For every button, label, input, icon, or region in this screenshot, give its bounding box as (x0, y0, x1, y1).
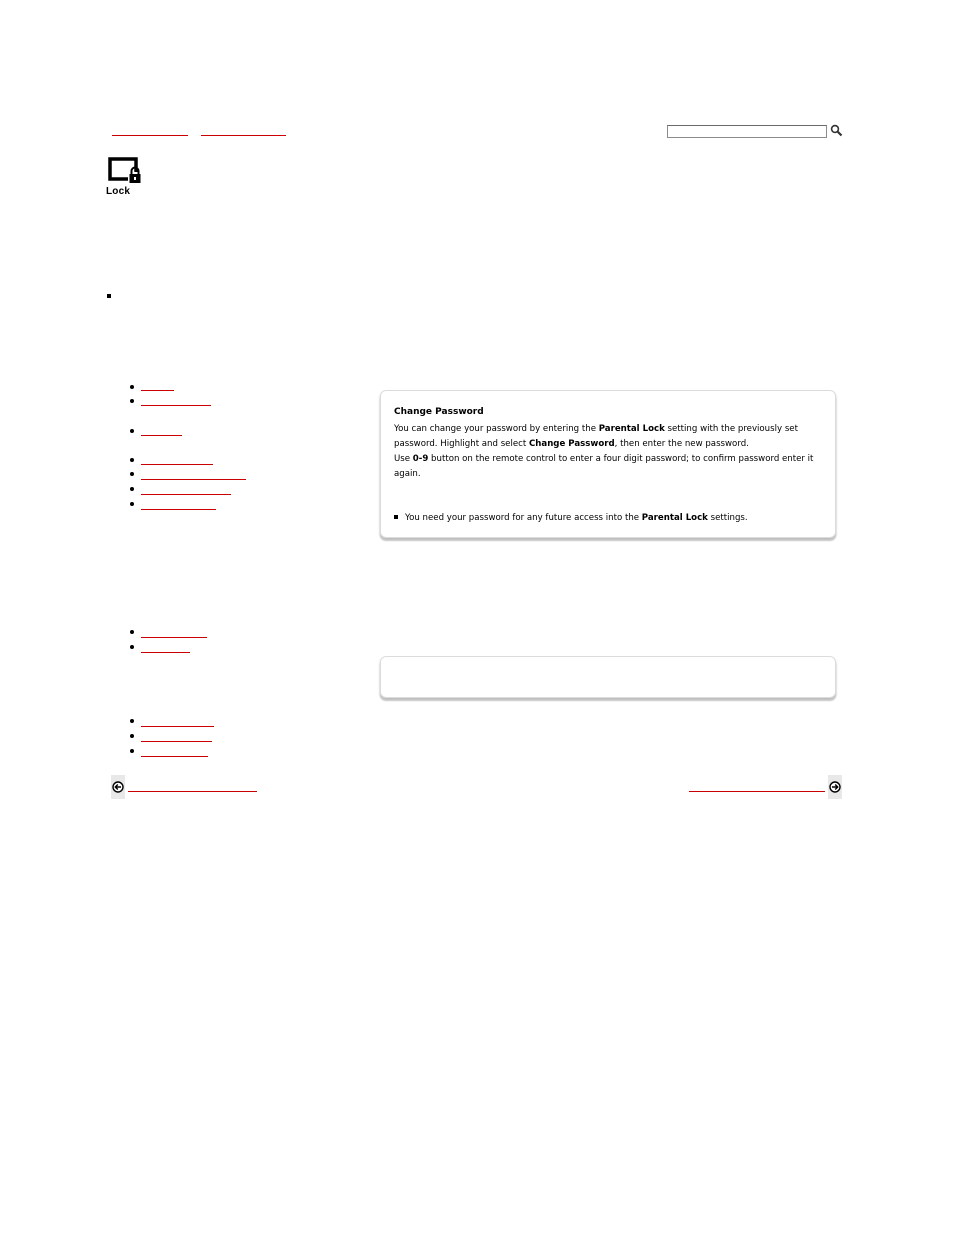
list-link[interactable] (141, 652, 190, 653)
empty-panel (380, 656, 836, 698)
list-link[interactable] (141, 637, 207, 638)
panel-text: setting with the previously set password. Highlight and select (394, 424, 798, 449)
panel-text: , then enter the new password. (614, 439, 749, 449)
list-bullet (130, 429, 134, 433)
note-bullet (394, 515, 398, 519)
panel-text: button on the remote control to enter a four digit password; to confirm password enter it again. (394, 454, 814, 479)
lock-icon (108, 157, 144, 185)
search-icon[interactable] (830, 124, 843, 137)
previous-arrow-icon[interactable] (111, 775, 125, 799)
list-bullet (130, 734, 134, 738)
search-input[interactable] (667, 125, 827, 138)
list-bullet (130, 719, 134, 723)
list-bullet (130, 645, 134, 649)
previous-page-link[interactable] (128, 791, 257, 792)
panel-note (394, 513, 748, 523)
list-link[interactable] (141, 741, 212, 742)
list-bullet (130, 487, 134, 491)
list-bullet (130, 472, 134, 476)
panel-text: You can change your password by entering the (394, 424, 599, 434)
breadcrumb-link-1[interactable] (112, 135, 188, 136)
panel-body (394, 422, 824, 482)
list-bullet (130, 458, 134, 462)
breadcrumb-link-2[interactable] (201, 135, 286, 136)
panel-text-bold: Change Password (528, 439, 615, 449)
list-bullet (130, 749, 134, 753)
section-bullet (107, 294, 111, 298)
note-text: settings. (707, 513, 748, 523)
list-bullet (130, 385, 134, 389)
change-password-panel (380, 390, 836, 538)
list-link[interactable] (141, 726, 214, 727)
note-text: You need your password for any future access into the (405, 513, 642, 523)
list-link[interactable] (141, 756, 208, 757)
panel-text: Use (394, 454, 413, 464)
panel-title: Change Password (394, 407, 484, 417)
panel-text-bold: Parental Lock (598, 424, 665, 434)
list-bullet (130, 630, 134, 634)
icon-label: Lock (106, 186, 131, 197)
list-bullet (130, 502, 134, 506)
list-link[interactable] (141, 390, 174, 391)
panel-text-bold: 0-9 (412, 454, 429, 464)
next-page-link[interactable] (689, 791, 825, 792)
next-arrow-icon[interactable] (828, 775, 842, 799)
list-link[interactable] (141, 494, 231, 495)
note-text-bold: Parental Lock (641, 513, 708, 523)
list-link[interactable] (141, 405, 211, 406)
list-link[interactable] (141, 479, 246, 480)
list-link[interactable] (141, 509, 216, 510)
list-link[interactable] (141, 435, 182, 436)
list-link[interactable] (141, 464, 213, 465)
list-bullet (130, 399, 134, 403)
